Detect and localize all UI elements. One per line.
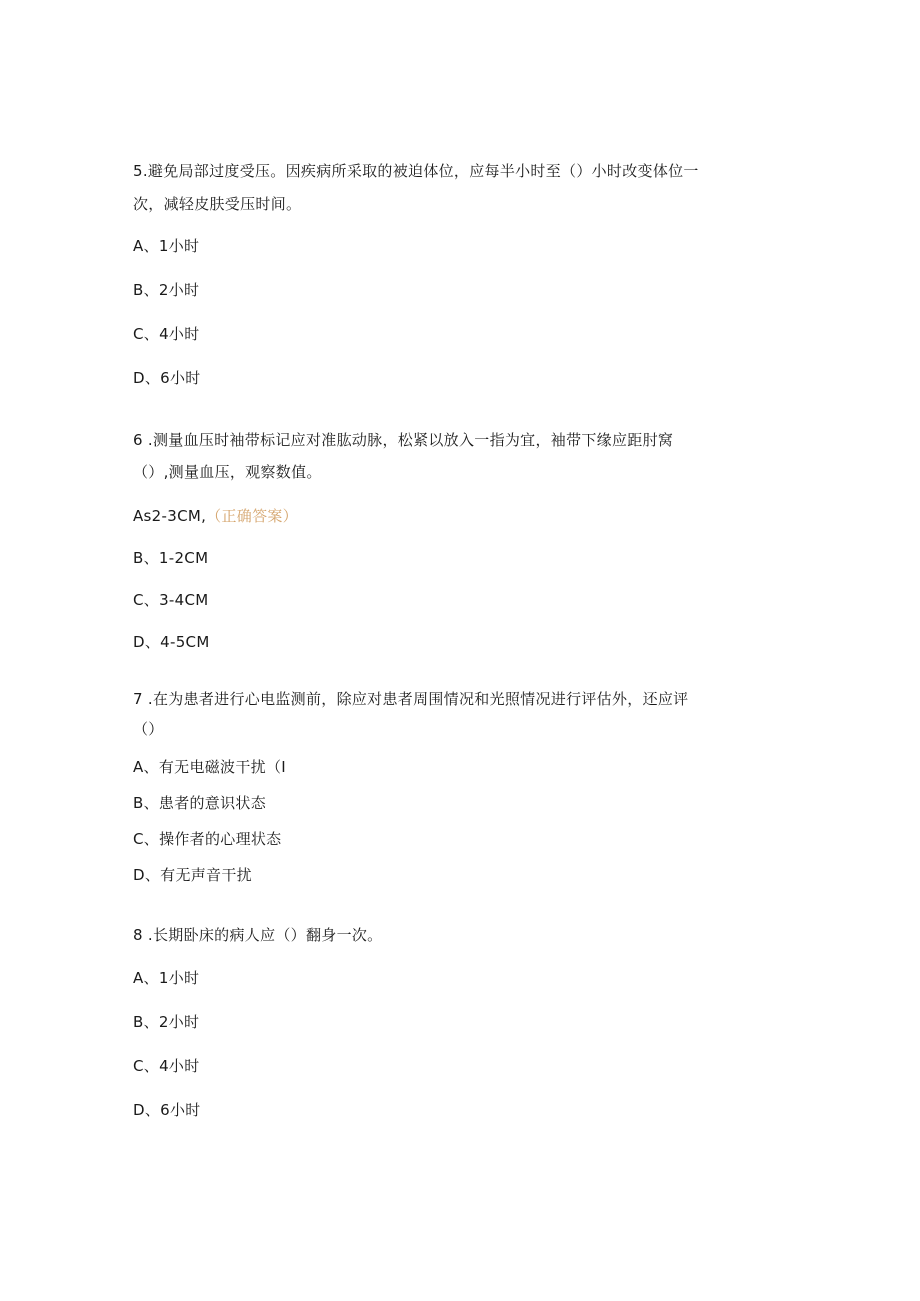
- correct-answer-mark: （正确答案）: [206, 507, 298, 525]
- question-6-stem-line-2: （）,测量血压，观察数值。: [133, 463, 322, 481]
- question-7-stem-line-1: 7 .在为患者进行心电监测前，除应对患者周围情况和光照情况进行评估外，还应评: [133, 690, 689, 708]
- question-8-stem: 8 .长期卧床的病人应（）翻身一次。: [133, 926, 383, 944]
- question-7-option-a: A、有无电磁波干扰（I: [133, 758, 286, 776]
- question-6-option-a: [133, 506, 298, 526]
- question-6-option-d: D、4-5CM: [133, 633, 210, 651]
- question-6-option-c: C、3-4CM: [133, 591, 209, 609]
- question-5-stem-line-1: 5.避免局部过度受压。因疾病所采取的被迫体位，应每半小时至（）小时改变体位一: [133, 162, 699, 180]
- question-8-option-b: B、2小时: [133, 1013, 200, 1031]
- question-8-option-c: C、4小时: [133, 1057, 200, 1075]
- question-8-option-d: D、6小时: [133, 1101, 201, 1119]
- question-6-option-b: B、1-2CM: [133, 549, 209, 567]
- question-7-option-c: C、操作者的心理状态: [133, 830, 282, 848]
- question-5-option-d: D、6小时: [133, 369, 201, 387]
- question-7-option-b: B、患者的意识状态: [133, 794, 266, 812]
- question-6-option-a-text: As2-3CM,: [133, 507, 207, 525]
- question-5-option-c: C、4小时: [133, 325, 200, 343]
- question-5-stem-line-2: 次，减轻皮肤受压时间。: [133, 195, 302, 213]
- question-5-option-b: B、2小时: [133, 281, 200, 299]
- question-7-stem-line-2: （）: [133, 720, 164, 738]
- question-8-option-a: A、1小时: [133, 969, 200, 987]
- question-7-option-d: D、有无声音干扰: [133, 866, 252, 884]
- question-5-option-a: A、1小时: [133, 237, 200, 255]
- question-6-stem-line-1: 6 .测量血压时袖带标记应对准肱动脉，松紧以放入一指为宜，袖带下缘应距肘窝: [133, 431, 674, 449]
